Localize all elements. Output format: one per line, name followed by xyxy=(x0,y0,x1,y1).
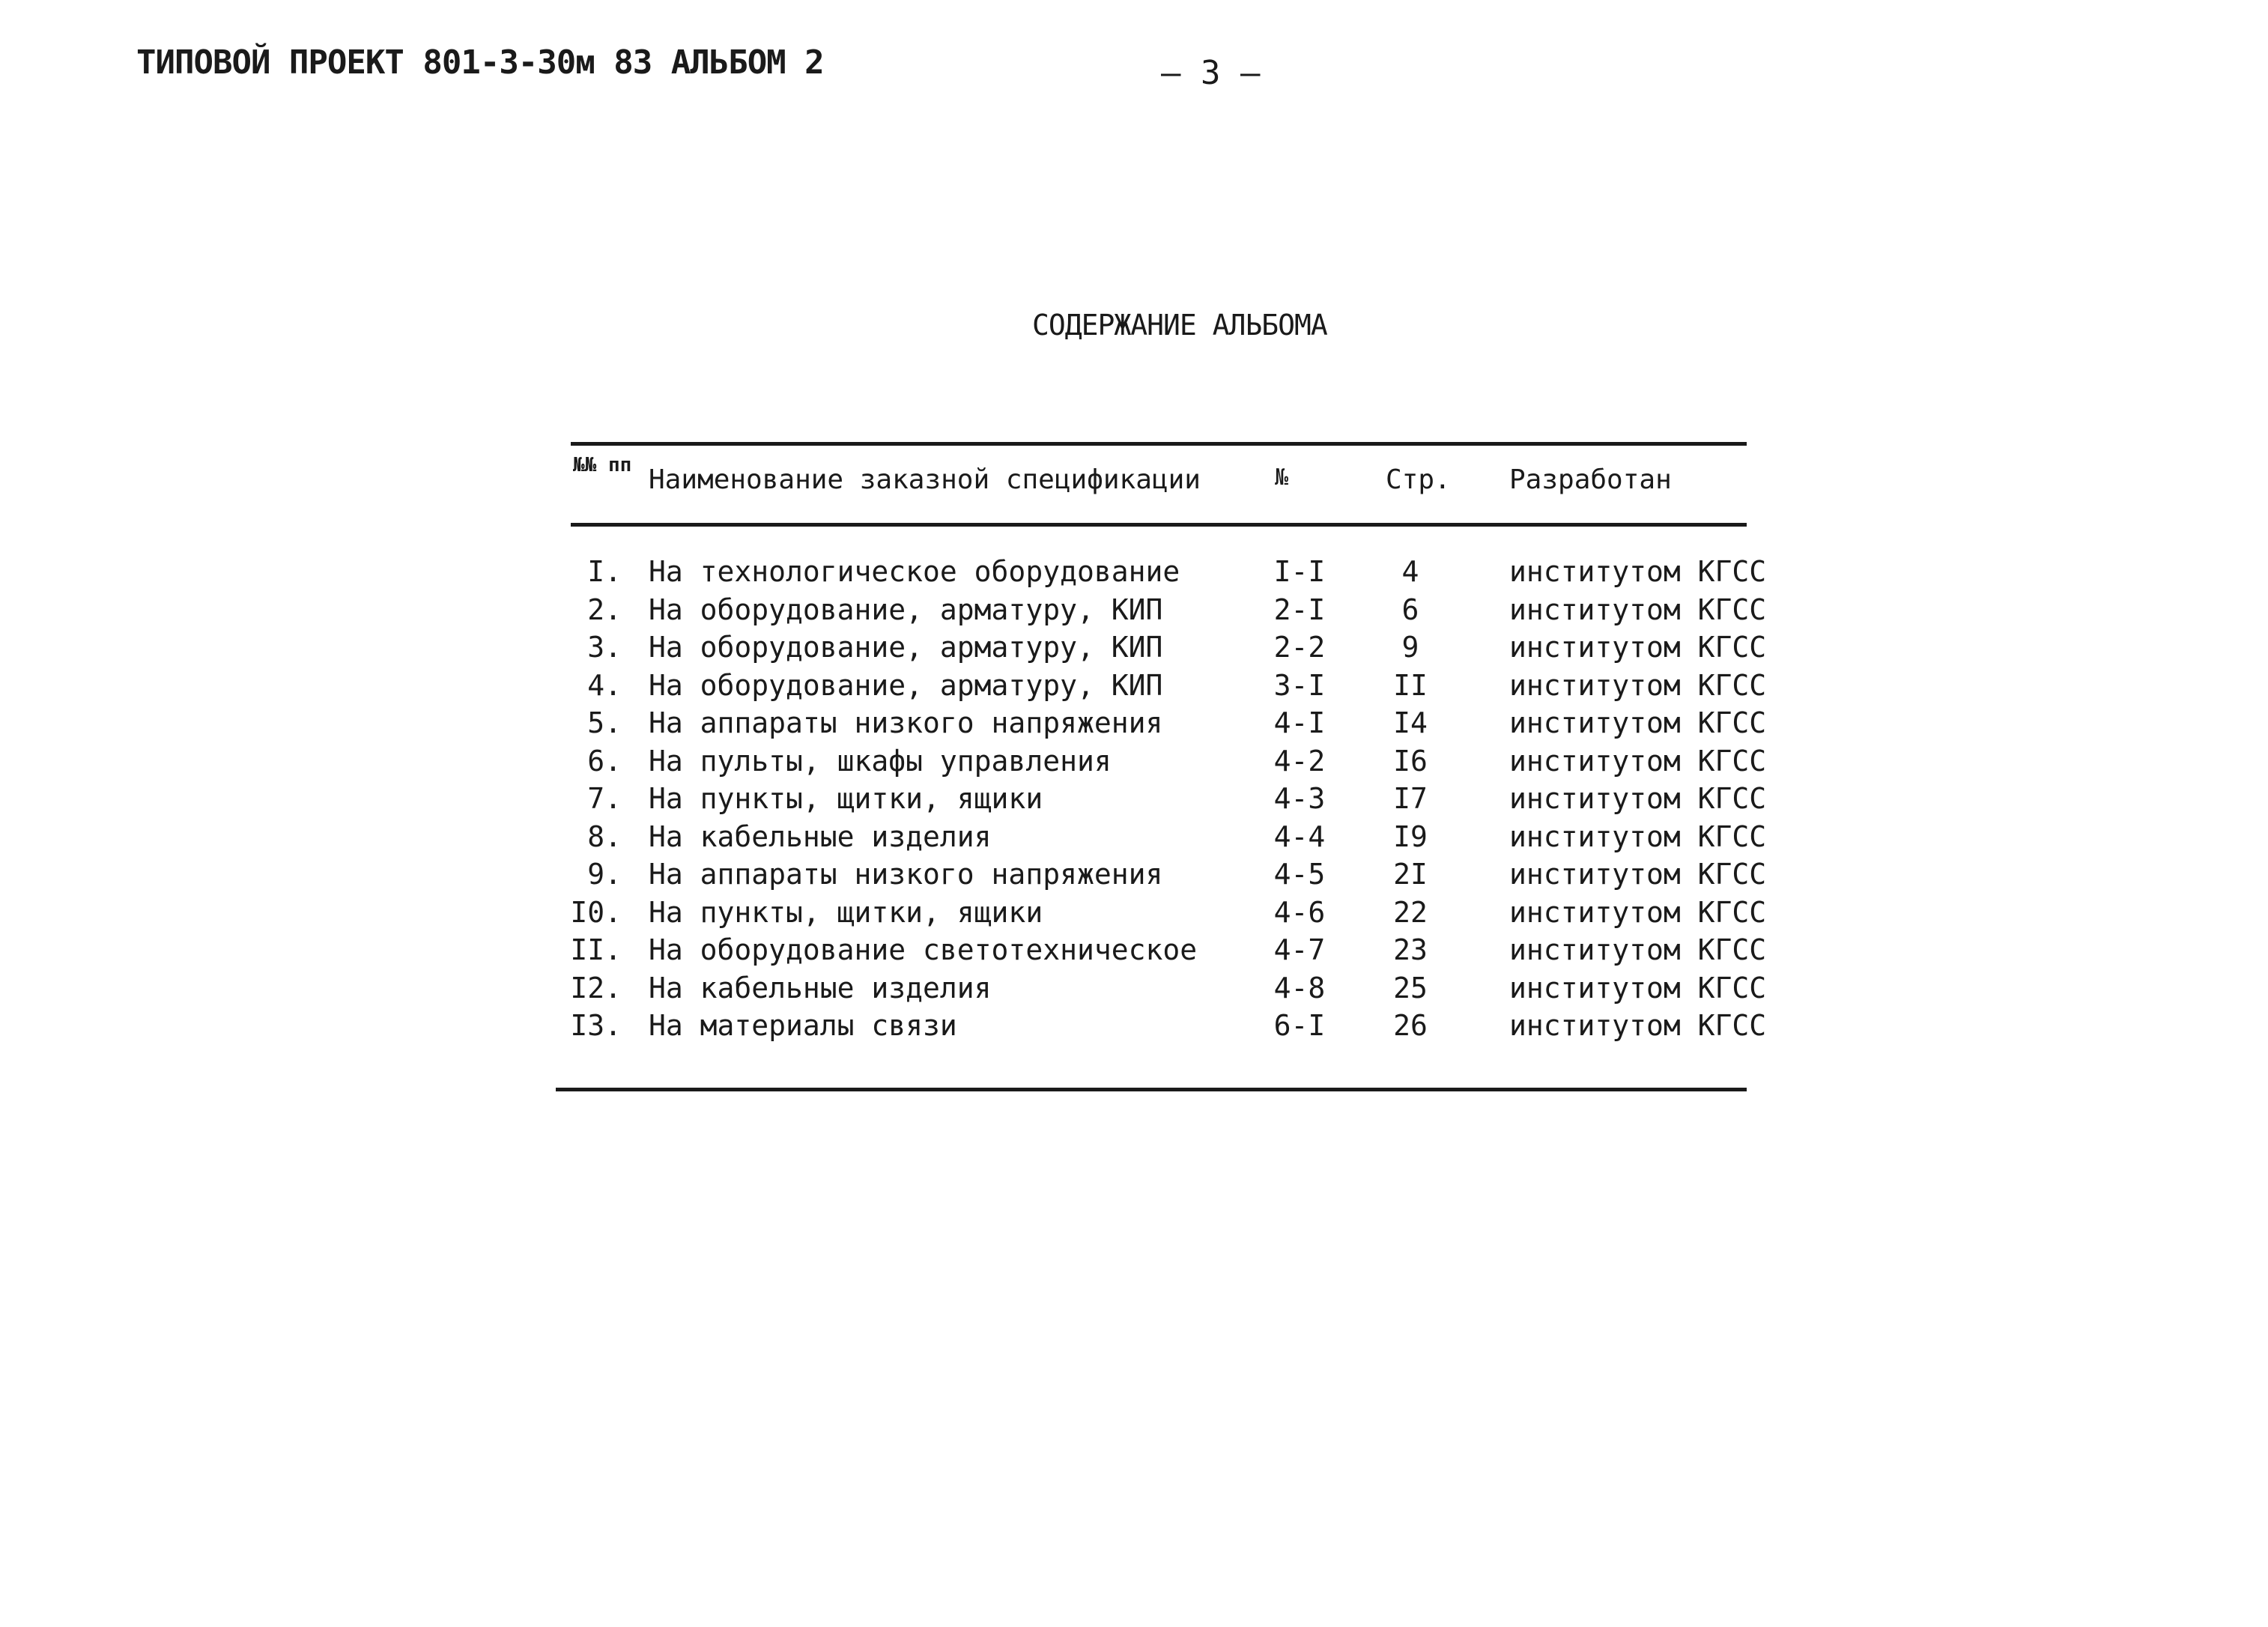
cell-name: На пункты, щитки, ящики xyxy=(649,782,1043,815)
column-header-name: Наименование заказной спецификации xyxy=(649,464,1201,495)
cell-name: На аппараты низкого напряжения xyxy=(649,858,1163,891)
cell-name: На оборудование светотехническое xyxy=(649,933,1198,966)
table-row xyxy=(0,931,2268,969)
cell-name: На оборудование, арматуру, КИП xyxy=(649,631,1163,664)
cell-page: 26 xyxy=(1393,1009,1428,1042)
cell-num: 8. xyxy=(587,819,622,853)
cell-num: 5. xyxy=(587,706,622,739)
page-number: – 3 – xyxy=(1161,54,1261,92)
table-row xyxy=(0,667,2268,704)
cell-org: институтом КГСС xyxy=(1509,555,1767,588)
table-row xyxy=(0,969,2268,1007)
cell-name: На кабельные изделия xyxy=(649,971,992,1005)
cell-code: 2-2 xyxy=(1273,631,1326,664)
cell-num: II. xyxy=(570,933,622,966)
cell-page: 22 xyxy=(1393,895,1428,929)
cell-code: 4-6 xyxy=(1273,895,1326,929)
cell-page: 25 xyxy=(1393,971,1428,1005)
cell-code: I-I xyxy=(1273,555,1326,588)
cell-num: I. xyxy=(587,555,622,588)
cell-code: 4-I xyxy=(1273,706,1326,739)
cell-page: I7 xyxy=(1393,782,1428,815)
cell-org: институтом КГСС xyxy=(1509,631,1767,664)
cell-page: I4 xyxy=(1393,706,1428,739)
cell-num: 9. xyxy=(587,858,622,891)
table-row xyxy=(0,818,2268,855)
table-row xyxy=(0,894,2268,931)
cell-name: На материалы связи xyxy=(649,1009,957,1042)
cell-name: На пульты, шкафы управления xyxy=(649,744,1112,778)
cell-name: На кабельные изделия xyxy=(649,819,992,853)
cell-num: I0. xyxy=(570,895,622,929)
cell-num: I3. xyxy=(570,1009,622,1042)
cell-org: институтом КГСС xyxy=(1509,593,1767,626)
cell-code: 4-8 xyxy=(1273,971,1326,1005)
cell-page: 23 xyxy=(1393,933,1428,966)
cell-org: институтом КГСС xyxy=(1509,819,1767,853)
cell-org: институтом КГСС xyxy=(1509,668,1767,702)
column-header-code: № xyxy=(1275,464,1289,491)
cell-name: На оборудование, арматуру, КИП xyxy=(649,668,1163,702)
cell-org: институтом КГСС xyxy=(1509,858,1767,891)
table-row xyxy=(0,780,2268,817)
column-header-num: №№ пп xyxy=(573,454,632,476)
table-row xyxy=(0,591,2268,628)
cell-code: 4-5 xyxy=(1273,858,1326,891)
cell-code: 4-7 xyxy=(1273,933,1326,966)
cell-code: 4-2 xyxy=(1273,744,1326,778)
cell-num: 4. xyxy=(587,668,622,702)
cell-code: 4-4 xyxy=(1273,819,1326,853)
cell-num: 7. xyxy=(587,782,622,815)
column-header-page: Стр. xyxy=(1386,464,1451,495)
cell-name: На пункты, щитки, ящики xyxy=(649,895,1043,929)
cell-org: институтом КГСС xyxy=(1509,971,1767,1005)
cell-code: 2-I xyxy=(1273,593,1326,626)
cell-org: институтом КГСС xyxy=(1509,895,1767,929)
cell-code: 3-I xyxy=(1273,668,1326,702)
cell-name: На оборудование, арматуру, КИП xyxy=(649,593,1163,626)
cell-page: 2I xyxy=(1393,858,1428,891)
cell-page: II xyxy=(1393,668,1428,702)
cell-code: 4-3 xyxy=(1273,782,1326,815)
cell-num: 3. xyxy=(587,631,622,664)
table-row xyxy=(0,553,2268,590)
table-row xyxy=(0,628,2268,666)
table-row xyxy=(0,742,2268,780)
project-stamp: ТИПОВОЙ ПРОЕКТ 801-3-30м 83 АЛЬБОМ 2 xyxy=(136,43,824,82)
cell-page: I9 xyxy=(1393,819,1428,853)
column-header-org: Разработан xyxy=(1509,464,1672,495)
cell-org: институтом КГСС xyxy=(1509,744,1767,778)
cell-page: I6 xyxy=(1393,744,1428,778)
cell-org: институтом КГСС xyxy=(1509,782,1767,815)
cell-num: I2. xyxy=(570,971,622,1005)
table-row xyxy=(0,1007,2268,1044)
cell-num: 6. xyxy=(587,744,622,778)
table-row xyxy=(0,855,2268,893)
cell-org: институтом КГСС xyxy=(1509,706,1767,739)
cell-name: На аппараты низкого напряжения xyxy=(649,706,1163,739)
cell-num: 2. xyxy=(587,593,622,626)
page-title: СОДЕРЖАНИЕ АЛЬБОМА xyxy=(1032,309,1327,342)
table-row xyxy=(0,704,2268,742)
cell-page: 9 xyxy=(1401,631,1419,664)
cell-org: институтом КГСС xyxy=(1509,933,1767,966)
cell-name: На технологическое оборудование xyxy=(649,555,1180,588)
cell-org: институтом КГСС xyxy=(1509,1009,1767,1042)
cell-page: 6 xyxy=(1401,593,1419,626)
cell-page: 4 xyxy=(1401,555,1419,588)
cell-code: 6-I xyxy=(1273,1009,1326,1042)
